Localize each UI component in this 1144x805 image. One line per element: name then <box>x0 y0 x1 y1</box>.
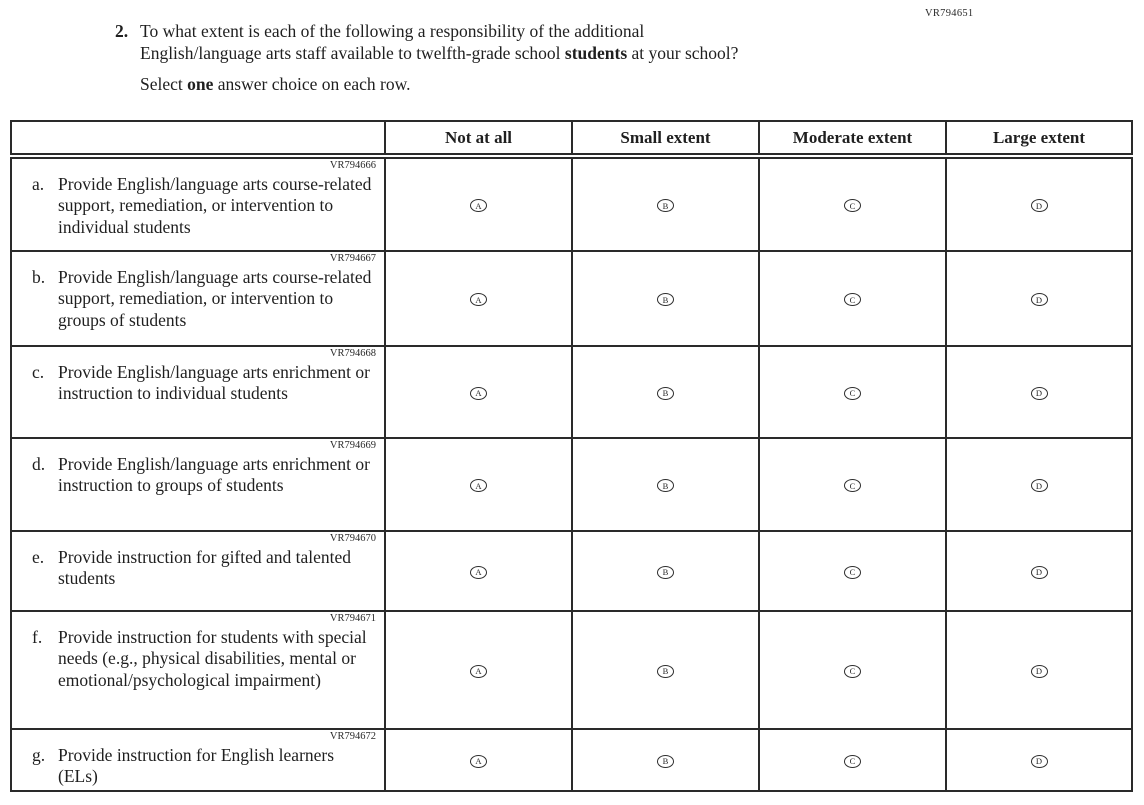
row-text: Provide instruction for English learners (ELs) <box>58 745 335 787</box>
answer-bubble[interactable]: C <box>844 566 861 579</box>
row-letter: e. <box>32 547 45 567</box>
row-label-cell <box>11 438 385 531</box>
answer-cell <box>385 729 572 791</box>
row-text: Provide instruction for students with special needs (e.g., physical disabilities, mental or emotional/psychological impairment) <box>58 627 367 690</box>
answer-bubble[interactable]: C <box>844 755 861 768</box>
table-row <box>11 438 1132 531</box>
header-moderate-extent: Moderate extent <box>759 121 946 156</box>
table-row <box>11 531 1132 611</box>
answer-cell <box>385 346 572 438</box>
row-letter: f. <box>32 627 43 647</box>
answer-bubble[interactable]: C <box>844 665 861 678</box>
answer-cell <box>759 729 946 791</box>
answer-bubble[interactable]: A <box>470 665 487 678</box>
row-code: VR794669 <box>329 440 376 451</box>
answer-bubble[interactable]: D <box>1031 387 1048 400</box>
answer-bubble[interactable]: A <box>470 479 487 492</box>
row-letter: a. <box>32 174 45 194</box>
row-label-cell <box>11 156 385 251</box>
table-row <box>11 611 1132 729</box>
answer-cell <box>759 611 946 729</box>
row-label-cell <box>11 729 385 791</box>
row-code: VR794671 <box>329 613 376 624</box>
select-instruction <box>140 74 411 95</box>
form-code-top: VR794651 <box>925 8 974 19</box>
select-bold: one <box>187 74 214 94</box>
answer-bubble[interactable]: A <box>470 293 487 306</box>
answer-cell <box>759 251 946 346</box>
answer-bubble[interactable]: B <box>657 566 674 579</box>
answer-cell <box>385 438 572 531</box>
answer-bubble[interactable]: A <box>470 755 487 768</box>
answer-cell <box>385 611 572 729</box>
row-label-cell <box>11 531 385 611</box>
answer-bubble[interactable]: C <box>844 199 861 212</box>
answer-cell <box>946 251 1132 346</box>
answer-bubble[interactable]: D <box>1031 293 1048 306</box>
answer-cell <box>572 346 759 438</box>
answer-cell <box>572 611 759 729</box>
row-letter: g. <box>32 745 46 765</box>
answer-grid <box>10 120 1133 792</box>
table-row <box>11 251 1132 346</box>
answer-cell <box>572 531 759 611</box>
answer-cell <box>946 346 1132 438</box>
row-text: Provide English/language arts course-related support, remediation, or intervention to groups of students <box>58 267 372 330</box>
answer-bubble[interactable]: B <box>657 387 674 400</box>
row-label-cell <box>11 611 385 729</box>
answer-cell <box>759 438 946 531</box>
question-text-prefix: To what extent is each of the following a responsibility of the additional English/language arts staff available to twelfth-grade school <box>140 21 645 64</box>
header-row <box>11 121 1132 156</box>
answer-cell <box>385 531 572 611</box>
answer-cell <box>946 729 1132 791</box>
question-text-bold: students <box>564 43 628 64</box>
answer-cell <box>759 531 946 611</box>
answer-bubble[interactable]: C <box>844 293 861 306</box>
answer-bubble[interactable]: B <box>657 755 674 768</box>
row-letter: c. <box>32 362 45 382</box>
answer-cell <box>572 251 759 346</box>
table-row <box>11 729 1132 791</box>
row-code: VR794666 <box>329 160 376 171</box>
answer-cell <box>946 531 1132 611</box>
row-text: Provide English/language arts enrichment or instruction to groups of students <box>58 454 371 496</box>
row-label-cell <box>11 251 385 346</box>
row-text: Provide instruction for gifted and talented students <box>58 547 352 589</box>
answer-bubble[interactable]: B <box>657 293 674 306</box>
header-large-extent: Large extent <box>946 121 1132 156</box>
answer-bubble[interactable]: B <box>657 665 674 678</box>
row-code: VR794670 <box>329 533 376 544</box>
question-block <box>115 20 775 64</box>
answer-bubble[interactable]: D <box>1031 755 1048 768</box>
answer-bubble[interactable]: B <box>657 479 674 492</box>
question-text <box>140 20 765 64</box>
row-text: Provide English/language arts course-related support, remediation, or intervention to individual students <box>58 174 372 237</box>
answer-bubble[interactable]: D <box>1031 566 1048 579</box>
answer-bubble[interactable]: C <box>844 387 861 400</box>
answer-cell <box>759 156 946 251</box>
answer-cell <box>385 156 572 251</box>
row-code: VR794672 <box>329 731 376 742</box>
answer-cell <box>385 251 572 346</box>
answer-cell <box>572 729 759 791</box>
answer-bubble[interactable]: D <box>1031 479 1048 492</box>
answer-bubble[interactable]: D <box>1031 199 1048 212</box>
answer-cell <box>572 156 759 251</box>
answer-cell <box>572 438 759 531</box>
answer-cell <box>946 611 1132 729</box>
header-empty-cell <box>11 121 385 156</box>
answer-bubble[interactable]: D <box>1031 665 1048 678</box>
question-text-suffix: at your school? <box>627 43 739 64</box>
header-not-at-all: Not at all <box>385 121 572 156</box>
row-letter: b. <box>32 267 46 287</box>
table-row <box>11 346 1132 438</box>
row-text: Provide English/language arts enrichment or instruction to individual students <box>58 362 371 404</box>
row-letter: d. <box>32 454 46 474</box>
answer-cell <box>946 156 1132 251</box>
answer-cell <box>946 438 1132 531</box>
answer-bubble[interactable]: A <box>470 566 487 579</box>
table-row <box>11 156 1132 251</box>
question-number: 2. <box>115 21 129 41</box>
row-label-cell <box>11 346 385 438</box>
answer-bubble[interactable]: B <box>657 199 674 212</box>
answer-bubble[interactable]: C <box>844 479 861 492</box>
row-code: VR794668 <box>329 348 376 359</box>
header-small-extent: Small extent <box>572 121 759 156</box>
row-code: VR794667 <box>329 253 376 264</box>
select-prefix: Select <box>140 74 188 94</box>
answer-bubble[interactable]: A <box>470 387 487 400</box>
answer-bubble[interactable]: A <box>470 199 487 212</box>
answer-cell <box>759 346 946 438</box>
select-suffix: answer choice on each row. <box>213 74 411 94</box>
